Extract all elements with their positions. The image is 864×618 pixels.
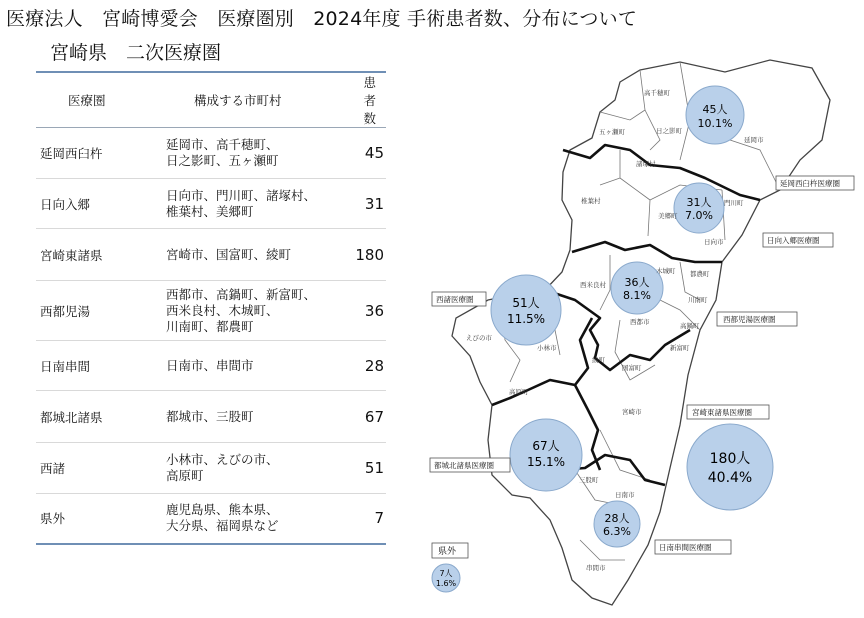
medical-area-table xyxy=(36,71,386,545)
town-label: 西都市 xyxy=(630,318,650,326)
region-label-text: 西諸医療圏 xyxy=(436,295,474,304)
region-label-text: 日向入郷医療圏 xyxy=(767,236,820,245)
town-label: 諸塚村 xyxy=(636,160,656,168)
town-label: 小林市 xyxy=(537,344,557,352)
town-label: えびの市 xyxy=(466,334,492,342)
row-towns xyxy=(166,229,354,281)
bubble-count: 45人 xyxy=(702,103,728,116)
bubble-count: 51人 xyxy=(512,296,540,310)
table-row xyxy=(36,128,386,179)
row-town-line: 大分県、福岡県など xyxy=(166,518,279,534)
region-label-text: 日南串間医療圏 xyxy=(659,543,712,552)
row-count: 180 xyxy=(354,229,386,281)
bubble-count: 180人 xyxy=(709,451,751,467)
row-town-line: 宮崎市、国富町、綾町 xyxy=(166,246,292,262)
page-title: 医療法人 宮崎博愛会 医療圏別 2024年度 手術患者数、分布について xyxy=(6,8,638,30)
bubble-count: 31人 xyxy=(686,196,712,209)
row-town-line: 日向市、門川町、諸塚村、 xyxy=(166,187,317,203)
town-label: 木城町 xyxy=(656,267,676,275)
bubble-count: 28人 xyxy=(604,512,630,525)
table-row xyxy=(36,443,386,494)
town-label: 日南市 xyxy=(615,491,635,499)
town-label: 日向市 xyxy=(704,238,724,246)
region-label-hyuga xyxy=(763,233,833,247)
bubble-nobeoka xyxy=(686,86,744,144)
header-count: 患者数 xyxy=(354,72,386,128)
town-label: 都農町 xyxy=(690,270,710,278)
row-town-line: 高原町 xyxy=(166,468,204,483)
row-town-line: 川南町、都農町 xyxy=(166,318,254,334)
region-label-nobeoka xyxy=(776,176,854,190)
row-town-line: 椎葉村、美郷町 xyxy=(166,203,254,219)
town-label: 門川町 xyxy=(724,199,744,207)
region-label-kengai xyxy=(432,543,468,558)
row-area: 日南串間 xyxy=(36,341,166,391)
bubble-pct: 15.1% xyxy=(526,455,566,469)
table-row xyxy=(36,281,386,341)
row-count: 31 xyxy=(354,179,386,229)
row-towns xyxy=(166,128,354,179)
bubble-pct: 7.0% xyxy=(685,209,713,222)
row-towns xyxy=(166,443,354,494)
row-town-line: 日之影町、五ヶ瀬町 xyxy=(166,153,279,168)
medical-area-table-container xyxy=(36,71,386,545)
row-town-line: 鹿児島県、熊本県、 xyxy=(166,502,279,518)
table-row xyxy=(36,179,386,229)
town-label: 椎葉村 xyxy=(581,197,601,205)
row-towns xyxy=(166,179,354,229)
row-count: 36 xyxy=(354,281,386,341)
bubble-pct: 1.6% xyxy=(435,579,457,588)
town-label: 西米良村 xyxy=(580,281,606,289)
region-label-text: 延岡西臼杵医療圏 xyxy=(780,179,840,188)
region-label-text: 宮崎東諸県医療圏 xyxy=(692,408,752,417)
bubble-pct: 40.4% xyxy=(707,470,753,486)
table-header-row xyxy=(36,72,386,128)
row-count: 67 xyxy=(354,391,386,443)
region-label-miyakonojo xyxy=(430,458,510,472)
header-towns: 構成する市町村 xyxy=(166,72,354,128)
bubble-nichinan xyxy=(594,501,640,547)
row-towns xyxy=(166,391,354,443)
header-area: 医療圏 xyxy=(36,72,166,128)
region-label-text: 県外 xyxy=(438,547,457,557)
row-towns xyxy=(166,494,354,544)
town-label: 綾町 xyxy=(592,356,605,364)
bubble-pct: 11.5% xyxy=(506,312,546,326)
town-label: 高原町 xyxy=(509,388,529,396)
town-label: 川南町 xyxy=(688,296,708,304)
region-label-nichinan xyxy=(655,540,731,554)
bubble-pct: 10.1% xyxy=(697,117,733,130)
row-town-line: 西都市、高鍋町、新富町、 xyxy=(166,286,317,302)
town-label: 美郷町 xyxy=(658,212,678,220)
bubble-count: 7人 xyxy=(439,569,453,578)
bubble-hyuga xyxy=(674,183,724,233)
row-town-line: 日南市、串間市 xyxy=(166,357,254,373)
table-row xyxy=(36,341,386,391)
row-towns xyxy=(166,281,354,341)
bubble-circle xyxy=(687,424,773,510)
row-area: 西諸 xyxy=(36,443,166,494)
row-town-line: 小林市、えびの市、 xyxy=(166,452,279,467)
bubble-miyakonojo xyxy=(510,419,582,491)
table-row xyxy=(36,494,386,544)
row-towns xyxy=(166,341,354,391)
bubble-pct: 8.1% xyxy=(623,289,651,302)
town-label: 延岡市 xyxy=(744,136,764,144)
row-area: 西都児湯 xyxy=(36,281,166,341)
region-label-miyazaki xyxy=(687,405,769,419)
bubble-kengai xyxy=(432,564,460,592)
region-label-nishimoro xyxy=(432,292,486,306)
miyazaki-medical-area-map xyxy=(420,58,860,613)
row-area: 宮崎東諸県 xyxy=(36,229,166,281)
region-label-text: 西都児湯医療圏 xyxy=(723,315,776,324)
row-count: 28 xyxy=(354,341,386,391)
row-count: 45 xyxy=(354,128,386,179)
row-town-line: 都城市、三股町 xyxy=(166,408,254,424)
row-area: 延岡西臼杵 xyxy=(36,128,166,179)
row-area: 都城北諸県 xyxy=(36,391,166,443)
bubble-pct: 6.3% xyxy=(603,525,631,538)
region-label-saito xyxy=(717,312,797,326)
town-label: 国富町 xyxy=(622,364,642,372)
page-subtitle: 宮崎県 二次医療圏 xyxy=(50,42,222,64)
bubble-count: 67人 xyxy=(532,439,560,453)
row-area: 日向入郷 xyxy=(36,179,166,229)
town-label: 宮崎市 xyxy=(622,408,642,416)
town-label: 串間市 xyxy=(586,564,606,572)
town-label: 三股町 xyxy=(579,476,599,484)
table-row xyxy=(36,229,386,281)
region-label-text: 都城北諸県医療圏 xyxy=(434,461,494,470)
town-label: 新富町 xyxy=(670,344,690,352)
bubble-count: 36人 xyxy=(624,276,650,289)
row-town-line: 西米良村、木城町、 xyxy=(166,302,279,318)
town-label: 高千穂町 xyxy=(644,89,670,97)
town-label: 高鍋町 xyxy=(680,322,700,330)
town-label: 五ヶ瀬町 xyxy=(599,128,625,136)
bubble-circle xyxy=(491,275,561,345)
table-row xyxy=(36,391,386,443)
row-town-line: 延岡市、高千穂町、 xyxy=(166,137,279,152)
bubble-miyazaki xyxy=(687,424,773,510)
row-count: 7 xyxy=(354,494,386,544)
bubble-nishimoro xyxy=(491,275,561,345)
town-label: 日之影町 xyxy=(656,127,682,135)
row-area: 県外 xyxy=(36,494,166,544)
row-count: 51 xyxy=(354,443,386,494)
